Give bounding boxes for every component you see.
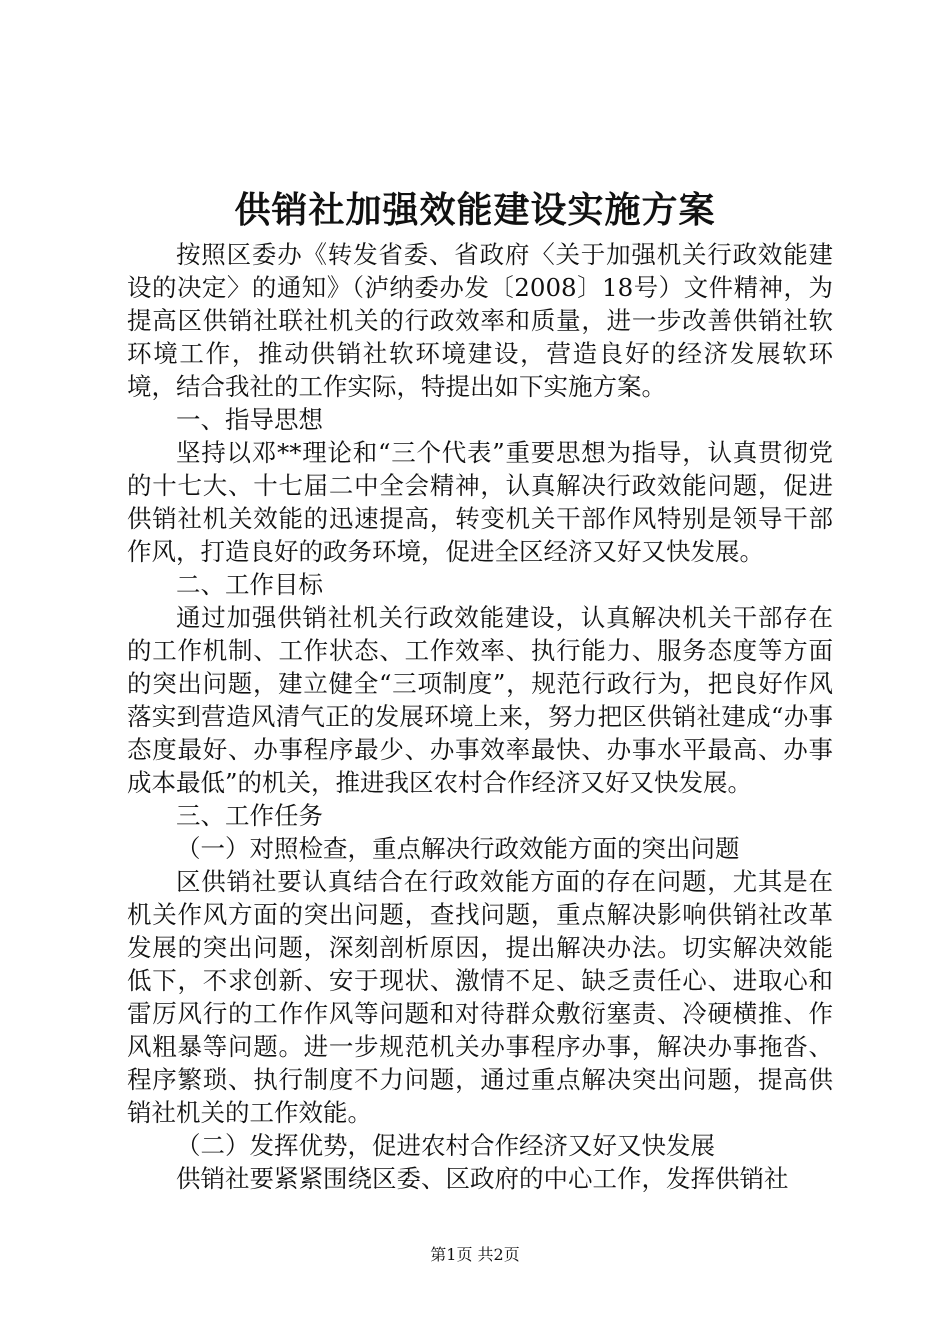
subsection-heading-1: （一）对照检查，重点解决行政效能方面的突出问题 [176,834,740,863]
page-number-footer: 第1页 共2页 [430,1245,520,1264]
document-body [127,238,833,1195]
guiding-thought-paragraph: 坚持以邓**理论和“三个代表”重要思想为指导，认真贯彻党的十七大、十七届二中全会精神，认真解决行政效能问题，促进供销社机关效能的迅速提高，转变机关干部作风特别是领导干部作风，打造良好的政务环境，促进全区经济又好又快发展。 [127,438,833,566]
subsection-2-paragraph: 供销社要紧紧围绕区委、区政府的中心工作，发挥供销社 [176,1164,789,1193]
section-heading-work-tasks: 三、工作任务 [176,801,323,830]
section-heading-guiding-thought: 一、指导思想 [176,405,323,434]
subsection-1-paragraph: 区供销社要认真结合在行政效能方面的存在问题，尤其是在机关作风方面的突出问题，查找问题，重点解决影响供销社改革发展的突出问题，深刻剖析原因，提出解决办法。切实解决效能低下，不求创新、安于现状、激情不足、缺乏责任心、进取心和雷厉风行的工作作风等问题和对待群众敷衍塞责、冷硬横推、作风粗暴等问题。进一步规范机关办事程序办事，解决办事拖沓、程序繁琐、执行制度不力问题，通过重点解决突出问题，提高供销社机关的工作效能。 [127,867,833,1127]
subsection-heading-2: （二）发挥优势，促进农村合作经济又好又快发展 [176,1131,715,1160]
section-heading-work-goals: 二、工作目标 [176,570,323,599]
intro-paragraph: 按照区委办《转发省委、省政府〈关于加强机关行政效能建设的决定〉的通知》（泸纳委办发〔2008〕18号）文件精神，为提高区供销社联社机关的行政效率和质量，进一步改善供销社软环境工作，推动供销社软环境建设，营造良好的经济发展软环境，结合我社的工作实际，特提出如下实施方案。 [127,240,833,401]
page-title: 供销社加强效能建设实施方案 [234,189,716,231]
work-goals-paragraph: 通过加强供销社机关行政效能建设，认真解决机关干部存在的工作机制、工作状态、工作效率、执行能力、服务态度等方面的突出问题，建立健全“三项制度”，规范行政行为，把良好作风落实到营造风清气正的发展环境上来，努力把区供销社建成“办事态度最好、办事程序最少、办事效率最快、办事水平最高、办事成本最低”的机关，推进我区农村合作经济又好又快发展。 [127,603,833,797]
